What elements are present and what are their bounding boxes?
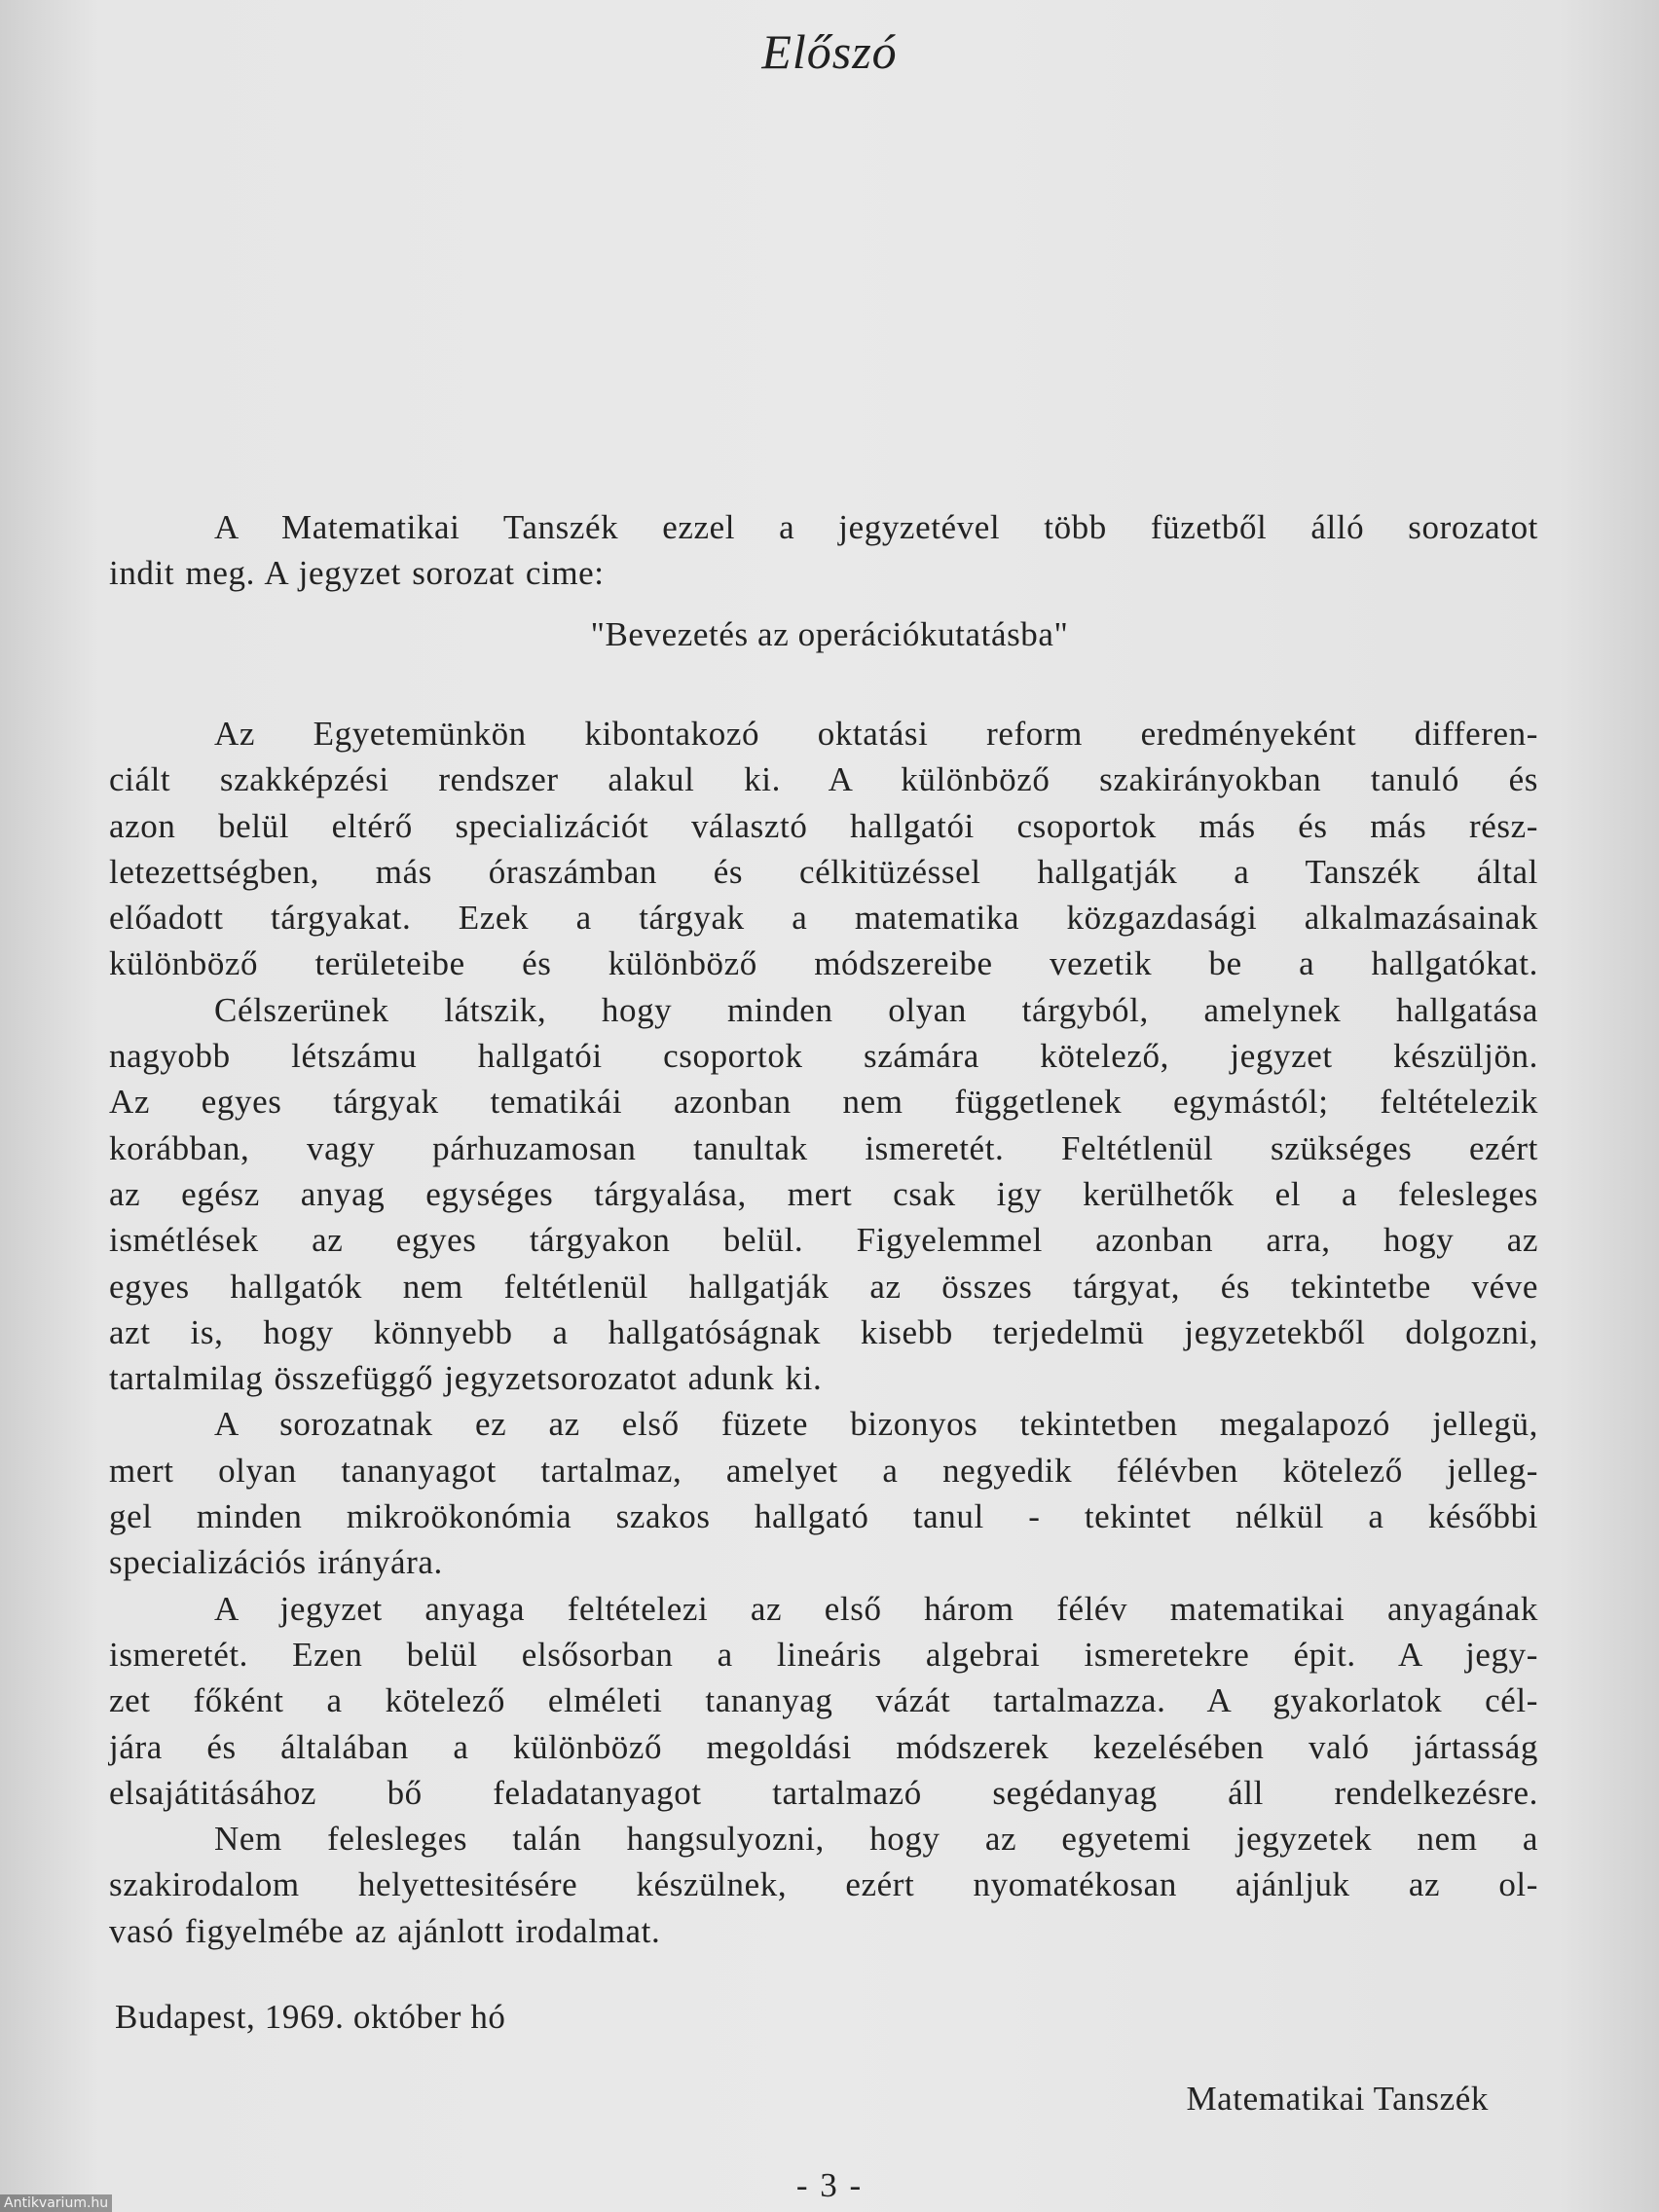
text-line: az egész anyag egységes tárgyalása, mert csak igy kerülhetők el a felesleges bbox=[109, 1174, 1538, 1213]
series-title: "Bevezetés az operációkutatásba" bbox=[590, 615, 1069, 653]
text-line: Az Egyetemünkön kibontakozó oktatási reform eredményeként differen- bbox=[214, 715, 1538, 753]
text-line: Az egyes tárgyak tematikái azonban nem függetlenek egymástól; feltételezik bbox=[109, 1083, 1538, 1122]
text-line: különböző területeibe és különböző módszereibe vezetik be a hallgatókat. bbox=[109, 944, 1538, 983]
date-line: Budapest, 1969. október hó bbox=[115, 1998, 506, 2036]
page-title: Előszó bbox=[761, 24, 898, 79]
text-line: Nem felesleges talán hangsulyozni, hogy az egyetemi jegyzetek nem a bbox=[214, 1820, 1538, 1859]
signature: Matematikai Tanszék bbox=[1186, 2080, 1489, 2118]
text-line: tartalmilag összefüggő jegyzetsorozatot adunk ki. bbox=[109, 1359, 823, 1398]
text-line: azon belül eltérő specializációt választó hallgatói csoportok más és más rész- bbox=[109, 806, 1538, 845]
text-line: nagyobb létszámu hallgatói csoportok számára kötelező, jegyzet készüljön. bbox=[109, 1037, 1538, 1076]
text-line: ismeretét. Ezen belül elsősorban a lineáris algebrai ismeretekre épit. A jegy- bbox=[109, 1635, 1538, 1674]
watermark: Antikvarium.hu bbox=[0, 2194, 112, 2212]
text-line: A Matematikai Tanszék ezzel a jegyzetével több füzetből álló sorozatot bbox=[214, 508, 1538, 546]
text-line: ismétlések az egyes tárgyakon belül. Figyelemmel azonban arra, hogy az bbox=[109, 1221, 1538, 1260]
text-line: elsajátitásához bő feladatanyagot tartalmazó segédanyag áll rendelkezésre. bbox=[109, 1773, 1538, 1812]
text-line: szakirodalom helyettesitésére készülnek, ezért nyomatékosan ajánljuk az ol- bbox=[109, 1865, 1538, 1904]
text-line: egyes hallgatók nem feltétlenül hallgatják az összes tárgyat, és tekintetbe véve bbox=[109, 1267, 1538, 1306]
text-line: specializációs irányára. bbox=[109, 1543, 443, 1582]
body-text bbox=[109, 711, 1538, 1954]
text-line: gel minden mikroökonómia szakos hallgató tanul - tekintet nélkül a későbbi bbox=[109, 1497, 1538, 1536]
text-line: korábban, vagy párhuzamosan tanultak ismeretét. Feltétlenül szükséges ezért bbox=[109, 1128, 1538, 1167]
text-line: ciált szakképzési rendszer alakul ki. A különböző szakirányokban tanuló és bbox=[109, 760, 1538, 799]
intro-paragraph bbox=[109, 504, 1538, 597]
page-number: - 3 - bbox=[795, 2166, 864, 2204]
text-line: azt is, hogy könnyebb a hallgatóságnak kisebb terjedelmü jegyzetekből dolgozni, bbox=[109, 1312, 1538, 1351]
text-line: zet főként a kötelező elméleti tananyag vázát tartalmazza. A gyakorlatok cél- bbox=[109, 1681, 1538, 1720]
text-line: Célszerünek látszik, hogy minden olyan tárgyból, amelynek hallgatása bbox=[214, 990, 1538, 1029]
text-line: jára és általában a különböző megoldási módszerek kezelésében való jártasság bbox=[109, 1727, 1538, 1766]
text-line: A jegyzet anyaga feltételezi az első három félév matematikai anyagának bbox=[214, 1589, 1538, 1628]
text-line: mert olyan tananyagot tartalmaz, amelyet a negyedik félévben kötelező jelleg- bbox=[109, 1451, 1538, 1490]
text-line: vasó figyelmébe az ajánlott irodalmat. bbox=[109, 1911, 661, 1950]
text-line: előadott tárgyakat. Ezek a tárgyak a matematika közgazdasági alkalmazásainak bbox=[109, 899, 1538, 938]
text-line: indit meg. A jegyzet sorozat cime: bbox=[109, 554, 605, 593]
text-line: A sorozatnak ez az első füzete bizonyos tekintetben megalapozó jellegü, bbox=[214, 1405, 1538, 1444]
text-line: letezettségben, más óraszámban és célkitüzéssel hallgatják a Tanszék által bbox=[109, 852, 1538, 891]
